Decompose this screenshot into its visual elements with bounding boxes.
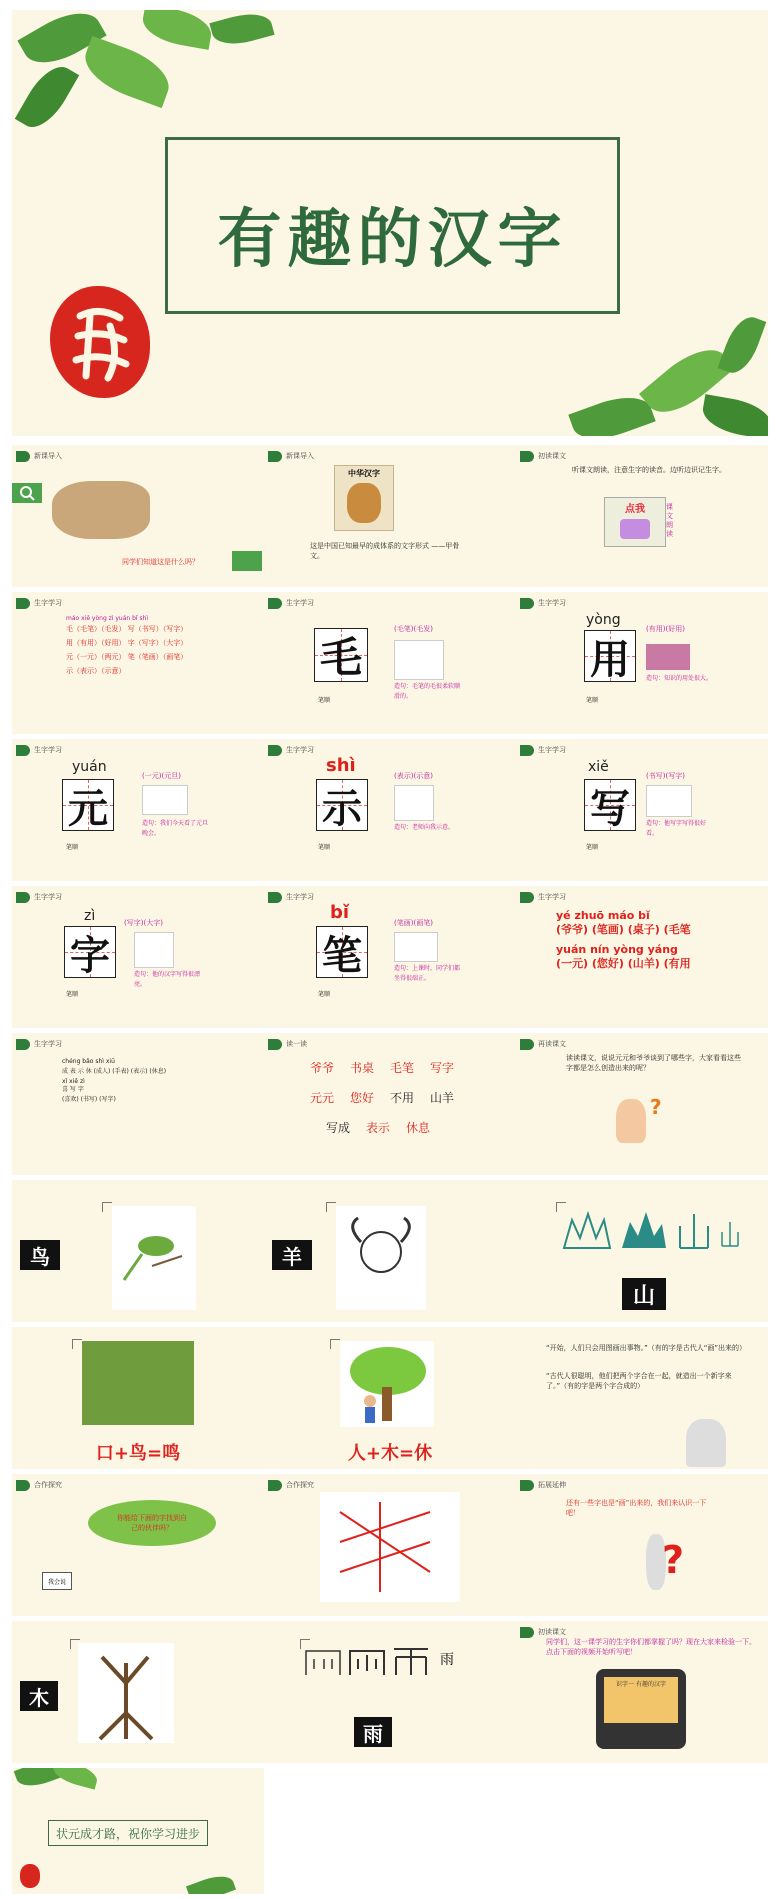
speech-bubble (88, 1500, 216, 1546)
slide-extra-chars[interactable] (12, 1033, 264, 1175)
slide-header: 再读课文 (538, 1040, 566, 1048)
example-sentence: 造句：他写字写得很好看。 (646, 820, 707, 837)
leaf-decoration (15, 58, 79, 136)
header-tab-icon (16, 1480, 30, 1491)
character: 笔 (322, 931, 362, 979)
slide-char-zi[interactable] (12, 886, 264, 1028)
leaf-decoration (186, 1871, 236, 1894)
read-row-3 (326, 1119, 430, 1136)
slide-pictograph-shan[interactable] (516, 1180, 768, 1322)
stroke-order-label: 笔顺 (318, 844, 331, 851)
word-row: (爷爷) (笔画) (桌子) (毛笔 (556, 923, 691, 936)
vocab-row: (喜欢) (书写) (写字) (62, 1096, 116, 1103)
matching-exercise (320, 1492, 460, 1602)
extend-text: 还有一些字也是“画”出来的，我们来认识一下吧！ (566, 1499, 707, 1517)
seal-stamp (20, 1864, 40, 1888)
word-list: (表示)(示意) (394, 772, 433, 780)
slide-header: 生字学习 (34, 893, 62, 901)
slide-intro-2[interactable] (264, 445, 516, 587)
slide-closing[interactable] (12, 1768, 264, 1894)
slide-pictograph-niao[interactable] (12, 1180, 264, 1322)
frame-corner (326, 1202, 336, 1212)
hummingbird-photo (82, 1341, 194, 1425)
leaf-decoration (50, 1768, 100, 1790)
character-label: 鸟 (20, 1240, 60, 1270)
classroom-illustration (394, 932, 438, 962)
example-sentence: 造句：我们今天看了元旦晚会。 (142, 820, 209, 837)
slide-compound-ming[interactable] (12, 1327, 264, 1469)
word-list: (写字)(大字) (124, 919, 163, 927)
read-row-1 (310, 1059, 454, 1076)
vocab-row: 毛（毛笔）（毛发） 写（书写）（写字） (66, 625, 188, 633)
character-box (64, 926, 116, 978)
pinyin: shì (326, 755, 356, 776)
bubble-text: 你能给下面的字找到自己的伙伴吗？ (117, 1514, 187, 1532)
video-title: 识字一 有趣的汉字 (616, 1681, 666, 1688)
example-sentence: 造句：他的汉字写得很漂亮。 (134, 971, 201, 988)
slide-header: 生字学习 (34, 1040, 62, 1048)
header-tab-icon (268, 451, 282, 462)
leaf-decoration (209, 10, 274, 50)
side-label: 课文朗读 (666, 503, 673, 538)
character-label: 山 (622, 1278, 666, 1310)
word-list: (笔画)(画笔) (394, 919, 433, 927)
question-mark-icon: ? (650, 1095, 662, 1119)
read-word: 不用 (390, 1091, 415, 1105)
closing-slogan: 状元成才路，祝你学习进步 (48, 1820, 208, 1846)
instruction-text: 同学们，这一课学习的生字你们都掌握了吗？现在大家来检验一下。点击下面的视频开始听写吧！ (546, 1638, 756, 1656)
writing-illustration (646, 785, 692, 817)
vocab-row: 用（有用）（好用） 字（写字）（大字） (66, 639, 188, 647)
read-word: 您好 (350, 1091, 375, 1105)
tree-person-illustration (340, 1341, 434, 1427)
read-word: 写成 (326, 1121, 351, 1135)
slide-header: 合作探究 (286, 1481, 314, 1489)
header-tab-icon (520, 1480, 534, 1491)
slide-header: 生字学习 (34, 746, 62, 754)
slide-read-1[interactable] (516, 445, 768, 587)
word-list: (有用)(好用) (646, 625, 685, 633)
explain-text: “古代人很聪明，他们把两个字合在一起，就造出一个新字来了。”（有的字是两个字合成的） (546, 1372, 732, 1390)
character: 用 (590, 635, 630, 683)
slide-explore-2[interactable] (264, 1474, 516, 1616)
example-sentence: 造句：老师向我示意。 (394, 824, 455, 831)
pinyin: zì (84, 908, 96, 924)
slide-header: 生字学习 (538, 599, 566, 607)
header-tab-icon (16, 451, 30, 462)
question-text: 同学们知道这是什么吗？ (122, 558, 199, 566)
instruction-text: 听课文朗读，注意生字的读音。边听边识记生字。 (572, 466, 726, 474)
character: 元 (68, 784, 108, 832)
slide-header: 生字学习 (286, 599, 314, 607)
character: 字 (70, 931, 110, 979)
chat-icon[interactable] (232, 551, 262, 571)
slide-header: 初读课文 (538, 452, 566, 460)
stroke-order-label: 笔顺 (586, 844, 599, 851)
slide-read-aloud[interactable] (264, 1033, 516, 1175)
read-word: 爷爷 (310, 1061, 335, 1075)
header-tab-icon (268, 1480, 282, 1491)
slide-header: 生字学习 (286, 893, 314, 901)
header-tab-icon (16, 1039, 30, 1050)
play-audio-button[interactable] (604, 497, 666, 547)
header-tab-icon (520, 745, 534, 756)
pinyin-row: chéng bǎo shì xiū (62, 1058, 115, 1065)
vocab-row: 示（表示）（示意） (66, 667, 126, 675)
slide-compound-xiu[interactable] (264, 1327, 516, 1469)
example-sentence: 造句：知识的用处很大。 (646, 675, 713, 682)
stroke-order-label: 笔顺 (318, 991, 331, 998)
slide-char-mao[interactable] (264, 592, 516, 734)
vocab-row: 喜 写 字 (62, 1086, 84, 1093)
slide-header: 新课导入 (286, 452, 314, 460)
slide-header: 初读课文 (538, 1628, 566, 1636)
book-illustration (646, 644, 690, 670)
slide-char-bi[interactable] (264, 886, 516, 1028)
header-tab-icon (520, 1627, 534, 1638)
illustration (394, 640, 444, 680)
word-list: (一元)(元旦) (142, 772, 181, 780)
stroke-order-label: 笔顺 (318, 697, 331, 704)
word-row: (一元) (您好) (山羊) (有用 (556, 957, 691, 970)
header-tab-icon (520, 1039, 534, 1050)
stroke-order-label: 笔顺 (586, 697, 599, 704)
character-box (316, 926, 368, 978)
pinyin: xiě (588, 759, 609, 775)
example-sentence: 造句：毛笔的毛很柔软顺滑的。 (394, 683, 461, 700)
tv-illustration (142, 785, 188, 815)
bird-illustration (112, 1206, 196, 1310)
slide-char-yuan[interactable] (12, 739, 264, 881)
pinyin: yòng (586, 612, 621, 628)
rain-evolution (304, 1645, 434, 1681)
character-box (316, 779, 368, 831)
slide-header: 新课导入 (34, 452, 62, 460)
read-word: 表示 (366, 1121, 391, 1135)
slide-char-xie[interactable] (516, 739, 768, 881)
read-word: 山羊 (430, 1091, 455, 1105)
book-title: 中华汉字 (348, 469, 380, 478)
video-screen[interactable] (604, 1677, 678, 1723)
frame-corner (330, 1339, 340, 1349)
slide-header: 生字学习 (286, 746, 314, 754)
character-box (584, 630, 636, 682)
pinyin: yuán (72, 759, 107, 775)
character-label: 雨 (354, 1717, 392, 1747)
intro-text: 这是中国已知最早的成体系的文字形式 ——甲骨文。 (310, 542, 460, 560)
read-word: 书桌 (350, 1061, 375, 1075)
slide-char-yong[interactable] (516, 592, 768, 734)
read-word: 休息 (406, 1121, 431, 1135)
read-word: 元元 (310, 1091, 335, 1105)
mountain-evolution (562, 1210, 742, 1250)
character-label: 木 (20, 1681, 58, 1711)
title-frame (165, 137, 620, 314)
character: 示 (322, 784, 362, 832)
sign-label: 我会说 (42, 1572, 72, 1590)
word-list: (书写)(写字) (646, 772, 685, 780)
pinyin: bǐ (330, 902, 350, 923)
frame-corner (102, 1202, 112, 1212)
slide-pictograph-mu[interactable] (12, 1621, 264, 1763)
character-label: 羊 (272, 1240, 312, 1270)
slide-header: 生字学习 (34, 599, 62, 607)
instruction-text: 读读课文，说说元元和爷爷谈到了哪些字，大家看看这些字都是怎么创造出来的呢？ (566, 1054, 741, 1072)
modern-character: 雨 (440, 1652, 454, 1668)
oracle-bone-image (52, 481, 150, 539)
pinyin-row: máo xiě yòng zì yuán bǐ shì (66, 615, 149, 622)
slide-explore-1[interactable] (12, 1474, 264, 1616)
seal-stamp (50, 286, 150, 398)
cover-slide[interactable] (12, 10, 768, 436)
student-illustration (134, 932, 174, 968)
header-tab-icon (520, 598, 534, 609)
character-box (62, 779, 114, 831)
header-tab-icon (16, 598, 30, 609)
example-sentence: 造句：上课时，同学们都坐得很端正。 (394, 965, 461, 982)
leaf-decoration (77, 36, 177, 108)
book-image (334, 465, 394, 531)
page-title: 有趣的汉字 (217, 203, 568, 277)
slide-char-shi[interactable] (264, 739, 516, 881)
slide-chars-overview[interactable] (12, 592, 264, 734)
slide-extend[interactable] (516, 1474, 768, 1616)
slide-pictograph-yang[interactable] (264, 1180, 516, 1322)
teacher-figure (686, 1419, 726, 1467)
header-tab-icon (268, 892, 282, 903)
slide-explain[interactable] (516, 1327, 768, 1469)
read-word: 毛笔 (390, 1061, 415, 1075)
slide-header: 读一读 (286, 1040, 307, 1048)
search-icon (12, 483, 42, 503)
pinyin-row: xǐ xiě zì (62, 1078, 85, 1085)
explain-text: “开始，人们只会用图画出事物。”（有的字是古代人“画”出来的） (546, 1344, 747, 1352)
boy-illustration (616, 1099, 646, 1143)
character-box (584, 779, 636, 831)
vocab-row: 成 表 示 休 (成人) (手表) (表示) (休息) (62, 1068, 167, 1075)
slide-pictograph-yu[interactable] (264, 1621, 516, 1763)
header-tab-icon (520, 451, 534, 462)
header-tab-icon (520, 892, 534, 903)
header-tab-icon (268, 598, 282, 609)
slide-reread[interactable] (516, 1033, 768, 1175)
vocab-row: 元（一元）（两元） 笔（笔画）（画笔） (66, 653, 188, 661)
stroke-order-label: 笔顺 (66, 844, 79, 851)
teacher-illustration (394, 785, 434, 821)
slide-word-review[interactable] (516, 886, 768, 1028)
frame-corner (72, 1339, 82, 1349)
word-list: (毛笔)(毛发) (394, 625, 433, 633)
slide-intro-1[interactable] (12, 445, 264, 587)
tree-sketch (78, 1643, 174, 1743)
play-label: 点我 (625, 504, 645, 515)
slide-header: 生字学习 (538, 893, 566, 901)
leaf-decoration (140, 10, 215, 50)
header-tab-icon (16, 892, 30, 903)
read-row-2 (310, 1089, 454, 1106)
compound-formula: 人+木=休 (347, 1443, 433, 1464)
stroke-order-label: 笔顺 (66, 991, 79, 998)
slide-dictation[interactable] (516, 1621, 768, 1763)
character-box (314, 628, 368, 682)
slide-header: 拓展延伸 (538, 1481, 566, 1489)
leaf-decoration (718, 312, 767, 379)
leaf-decoration (700, 394, 768, 436)
slide-header: 生字学习 (538, 746, 566, 754)
character: 写 (590, 784, 630, 832)
read-word: 写字 (430, 1061, 455, 1075)
pinyin-row: yé zhuō máo bǐ (556, 909, 650, 922)
question-mark-icon: ? (662, 1538, 685, 1582)
pinyin-row: yuán nín yòng yáng (556, 943, 678, 956)
video-player[interactable] (596, 1669, 686, 1749)
header-tab-icon (16, 745, 30, 756)
header-tab-icon (268, 745, 282, 756)
ram-illustration (336, 1206, 426, 1310)
character: 毛 (319, 633, 362, 682)
compound-formula: 口+鸟=鸣 (95, 1443, 181, 1464)
slide-header: 合作探究 (34, 1481, 62, 1489)
header-tab-icon (268, 1039, 282, 1050)
